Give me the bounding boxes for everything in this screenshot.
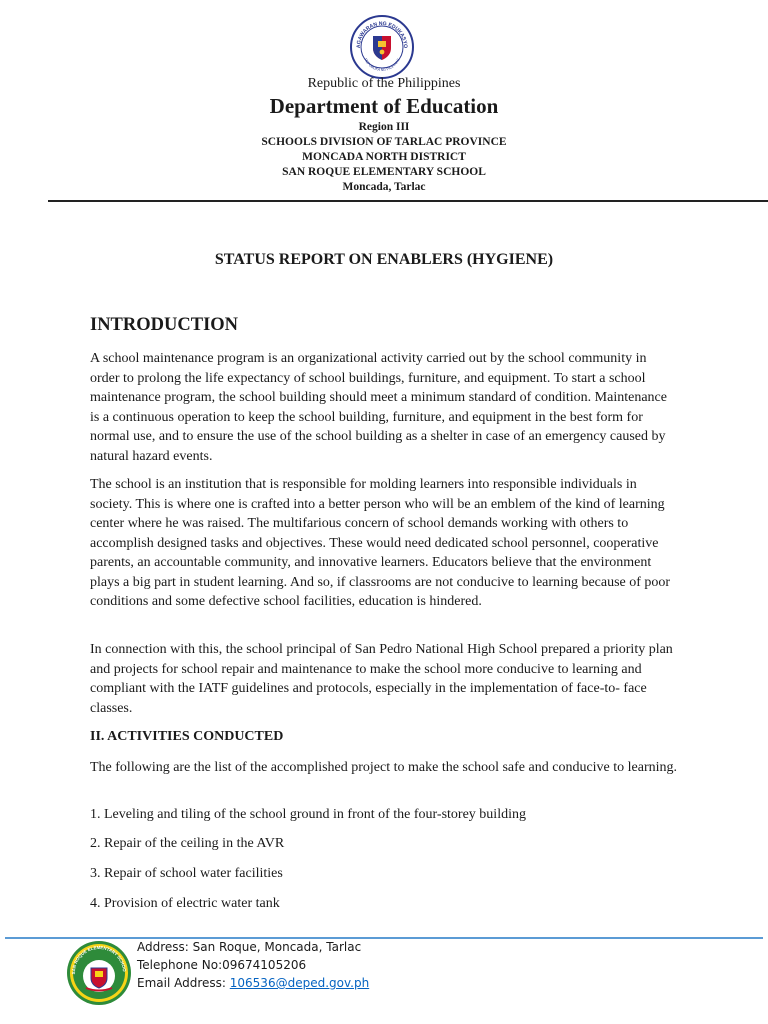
intro-paragraph-2: The school is an institution that is responsible for molding learners into responsible individuals in society. This is where one is crafted into a better person who will be an emblem of the kind of learning center where he was raised. The multifarious concern of school demands working with others to accomplish designed tasks and objectives. These would need dedicated school personnel, cooperative parents, an accountable community, and innovative learners. Educators believe that the environment plays a big part in student learning. And so, if classrooms are not conducive to learning because of poor conditions and some defective school facilities, education is hindered.	[90, 477, 671, 609]
report-title: STATUS REPORT ON ENABLERS (HYGIENE)	[214, 251, 554, 268]
intro-paragraph-1: A school maintenance program is an organizational activity carried out by the school community in order to prolong the life expectancy of school buildings, furniture, and equipment. To start a school maintenance program, the school building should meet a minimum standard of condition. Maintenance is a continuous operation to keep the school building, furniture, and equipment in the best form for normal use, and to ensure the use of the school building as a shelter in case of an emergency caused by natural hazard events.	[90, 351, 667, 464]
header-department: Department of Education	[269, 94, 499, 118]
activity-item: 4. Provision of electric water tank	[90, 896, 280, 911]
footer-telephone: Telephone No:09674105206	[137, 958, 307, 972]
activity-item: 2. Repair of the ceiling in the AVR	[90, 836, 285, 851]
deped-seal-icon	[349, 14, 415, 80]
seal-bottom-text: REPUBLIKA NG PILIPINAS	[363, 57, 401, 73]
activity-item: 1. Leveling and tiling of the school ground in front of the four-storey building	[90, 807, 526, 822]
activity-item: 3. Repair of school water facilities	[90, 866, 283, 881]
footer-email-label: Email Address:	[137, 976, 230, 990]
seal-ring-text: AGAWARAN NG EDUKASYO	[355, 20, 409, 49]
header-location: Moncada, Tarlac	[342, 181, 426, 193]
header-region: Region III	[358, 121, 410, 133]
header-republic: Republic of the Philippines	[307, 76, 461, 91]
school-logo-icon	[66, 940, 132, 1006]
header-division: SCHOOLS DIVISION OF TARLAC PROVINCE	[261, 136, 507, 148]
email-link[interactable]: 106536@deped.gov.ph	[229, 976, 370, 990]
footer-address: Address: San Roque, Moncada, Tarlac	[137, 940, 362, 954]
header-district: MONCADA NORTH DISTRICT	[302, 151, 466, 163]
introduction-heading: INTRODUCTION	[90, 315, 239, 335]
header-divider	[48, 200, 768, 202]
logo-ring-text: SAN ROQUE ELEMENTARY SCHOO	[70, 944, 128, 975]
header-school: SAN ROQUE ELEMENTARY SCHOOL	[282, 166, 486, 178]
activities-intro: The following are the list of the accomplished project to make the school safe and conducive to learning.	[90, 760, 678, 775]
footer-divider	[5, 937, 763, 939]
footer-email-line	[137, 976, 369, 990]
activities-heading: II. ACTIVITIES CONDUCTED	[90, 729, 284, 744]
intro-paragraph-3: In connection with this, the school principal of San Pedro National High School prepared a priority plan and projects for school repair and maintenance to make the school more conducive to learning and compliant with the IATF guidelines and protocols, especially in the implementation of face-to- face classes.	[90, 642, 673, 716]
